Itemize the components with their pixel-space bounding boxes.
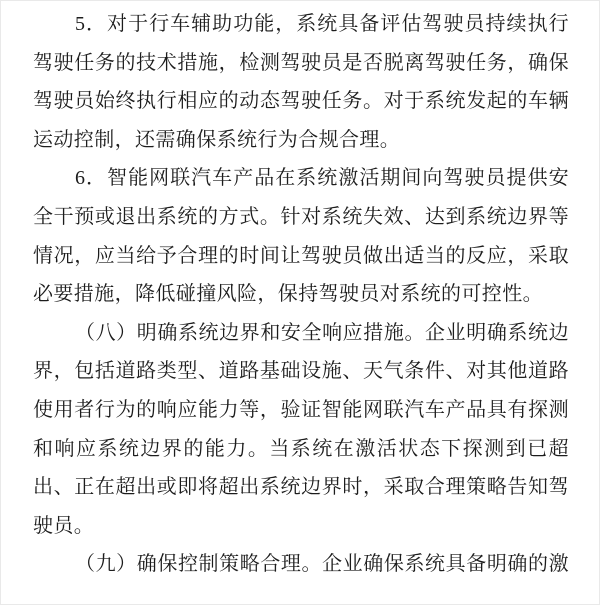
text-line: 出、正在超出或即将超出系统边界时，采取合理策略告知驾: [33, 476, 569, 499]
paragraph-clause-8: [33, 314, 569, 546]
text-line: 6．智能网联汽车产品在系统激活期间向驾驶员提供安: [75, 167, 569, 190]
text-line: 情况，应当给予合理的时间让驾驶员做出适当的反应，采取: [33, 244, 569, 267]
text-line: 必要措施，降低碰撞风险，保持驾驶员对系统的可控性。: [33, 283, 543, 306]
text-line: （九）确保控制策略合理。企业确保系统具备明确的激: [75, 553, 569, 576]
text-line: 驾驶员始终执行相应的动态驾驶任务。对于系统发起的车辆: [33, 90, 569, 113]
text-line: 5．对于行车辅助功能，系统具备评估驾驶员持续执行: [75, 13, 569, 35]
text-line: 使用者行为的响应能力等，验证智能网联汽车产品具有探测: [33, 398, 569, 421]
text-line: 驾驶任务的技术措施，检测驾驶员是否脱离驾驶任务，确保: [33, 51, 569, 74]
text-line: 运动控制，还需确保系统行为合规合理。: [33, 128, 401, 151]
paragraph-clause-9: [33, 545, 569, 584]
text-line: 全干预或退出系统的方式。针对系统失效、达到系统边界等: [33, 205, 569, 228]
paragraph-clause-6: [33, 159, 569, 313]
document-body: [33, 5, 569, 584]
text-line: 驶员。: [33, 514, 95, 537]
text-line: 和响应系统边界的能力。当系统在激活状态下探测到已超: [33, 437, 569, 460]
text-line: 界，包括道路类型、道路基础设施、天气条件、对其他道路: [33, 360, 569, 383]
text-line: （八）明确系统边界和安全响应措施。企业明确系统边: [75, 321, 569, 344]
paragraph-clause-5: [33, 5, 569, 159]
